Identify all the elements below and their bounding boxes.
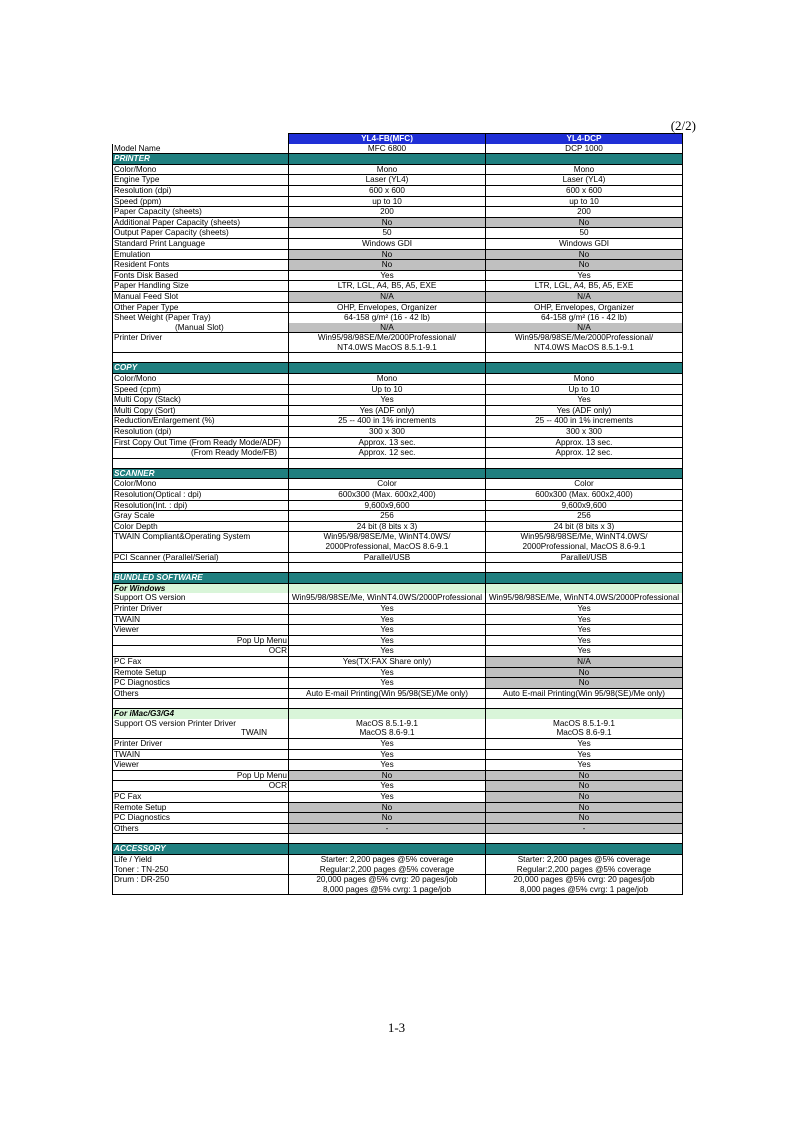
value-dcp: Parallel/USB xyxy=(486,552,683,563)
spec-row-continuation xyxy=(113,343,683,353)
spec-label: Toner : TN-250 xyxy=(113,865,289,875)
spec-label: Additional Paper Capacity (sheets) xyxy=(113,217,289,228)
spec-label: Life / Yield xyxy=(113,855,289,865)
spec-row xyxy=(113,313,683,323)
spec-row xyxy=(113,813,683,824)
section-title: COPY xyxy=(113,363,289,374)
value-dcp: LTR, LGL, A4, B5, A5, EXE xyxy=(486,281,683,292)
spec-label: Fonts Disk Based xyxy=(113,270,289,281)
spec-row xyxy=(113,688,683,699)
spec-label: OCR xyxy=(113,646,289,657)
spec-row xyxy=(113,614,683,625)
value-mfc: Approx. 12 sec. xyxy=(289,448,486,459)
value-dcp: Yes xyxy=(486,749,683,760)
spec-row xyxy=(113,333,683,343)
value-mfc: 24 bit (8 bits x 3) xyxy=(289,521,486,532)
spec-row xyxy=(113,270,683,281)
section-fill xyxy=(289,583,486,593)
spec-row xyxy=(113,875,683,885)
value-mfc: Regular:2,200 pages @5% coverage xyxy=(289,865,486,875)
value-mfc: Parallel/USB xyxy=(289,552,486,563)
section-fill xyxy=(289,709,486,719)
spacer-cell xyxy=(289,834,486,844)
spec-label: Drum : DR-250 xyxy=(113,875,289,885)
column-header-mfc: YL4-FB(MFC) xyxy=(289,134,486,144)
value-mfc: MFC 6800 xyxy=(289,144,486,154)
spec-row xyxy=(113,511,683,522)
spec-row xyxy=(113,667,683,678)
value-dcp: Yes xyxy=(486,760,683,771)
spec-label: (From Ready Mode/FB) xyxy=(113,448,289,459)
value-mfc: Windows GDI xyxy=(289,238,486,249)
value-dcp: OHP, Envelopes, Organizer xyxy=(486,302,683,313)
spec-label: Sheet Weight (Paper Tray) xyxy=(113,313,289,323)
subsection-header-row xyxy=(113,709,683,719)
value-mfc: NT4.0WS MacOS 8.5.1-9.1 xyxy=(289,343,486,353)
value-dcp: Laser (YL4) xyxy=(486,175,683,186)
value-dcp: No xyxy=(486,802,683,813)
section-fill xyxy=(289,573,486,584)
value-mfc: 8,000 pages @5% cvrg: 1 page/job xyxy=(289,885,486,895)
spec-label: Color Depth xyxy=(113,521,289,532)
value-mfc: Win95/98/98SE/Me, WinNT4.0WS/2000Professional xyxy=(289,593,486,603)
spec-row xyxy=(113,437,683,448)
value-dcp: N/A xyxy=(486,291,683,302)
spec-row xyxy=(113,760,683,771)
spec-row xyxy=(113,855,683,865)
spec-label: Resolution (dpi) xyxy=(113,185,289,196)
value-dcp: Yes xyxy=(486,625,683,636)
spacer-cell xyxy=(289,699,486,709)
spec-row xyxy=(113,552,683,563)
value-dcp: 8,000 pages @5% cvrg: 1 page/job xyxy=(486,885,683,895)
footer-page-number: 1-3 xyxy=(387,1020,406,1035)
section-header-row xyxy=(113,363,683,374)
spec-row xyxy=(113,448,683,459)
value-dcp: Win95/98/98SE/Me/2000Professional/ xyxy=(486,333,683,343)
spec-row-continuation xyxy=(113,728,683,738)
spacer-cell xyxy=(486,834,683,844)
section-fill xyxy=(289,363,486,374)
spacer-row xyxy=(113,834,683,844)
value-mfc: - xyxy=(289,823,486,834)
spec-row xyxy=(113,175,683,186)
value-dcp: No xyxy=(486,217,683,228)
section-fill xyxy=(486,468,683,479)
spec-label: PC Diagnostics xyxy=(113,678,289,689)
spec-row xyxy=(113,395,683,406)
value-dcp: 2000Professional, MacOS 8.6-9.1 xyxy=(486,542,683,552)
spec-label: First Copy Out Time (From Ready Mode/ADF) xyxy=(113,437,289,448)
value-mfc: LTR, LGL, A4, B5, A5, EXE xyxy=(289,281,486,292)
value-dcp: Windows GDI xyxy=(486,238,683,249)
value-mfc: MacOS 8.5.1-9.1 xyxy=(289,719,486,729)
spacer-row xyxy=(113,563,683,573)
spec-label: Manual Feed Slot xyxy=(113,291,289,302)
model-name-row xyxy=(113,144,683,154)
spec-label: Remote Setup xyxy=(113,802,289,813)
spec-row xyxy=(113,281,683,292)
value-mfc: 256 xyxy=(289,511,486,522)
value-dcp: Yes xyxy=(486,603,683,614)
value-mfc: Yes xyxy=(289,739,486,750)
section-fill xyxy=(289,468,486,479)
value-mfc: Win95/98/98SE/Me, WinNT4.0WS/ xyxy=(289,532,486,542)
spec-row xyxy=(113,656,683,667)
spec-label: Multi Copy (Sort) xyxy=(113,405,289,416)
spacer-cell xyxy=(113,353,289,363)
value-dcp: N/A xyxy=(486,323,683,333)
value-dcp: No xyxy=(486,770,683,781)
spec-row xyxy=(113,593,683,603)
spec-row xyxy=(113,302,683,313)
section-header-row xyxy=(113,468,683,479)
value-mfc: MacOS 8.6-9.1 xyxy=(289,728,486,738)
value-dcp: Yes xyxy=(486,270,683,281)
spec-label: Remote Setup xyxy=(113,667,289,678)
subsection-title: For Windows xyxy=(113,583,289,593)
value-dcp: 600 x 600 xyxy=(486,185,683,196)
value-mfc: No xyxy=(289,813,486,824)
section-fill xyxy=(486,363,683,374)
spec-label: Reduction/Enlargement (%) xyxy=(113,416,289,427)
value-dcp: NT4.0WS MacOS 8.5.1-9.1 xyxy=(486,343,683,353)
spec-sublabel: TWAIN xyxy=(113,728,289,738)
section-fill xyxy=(486,583,683,593)
spec-label: Speed (ppm) xyxy=(113,196,289,207)
spec-row xyxy=(113,207,683,218)
spec-row xyxy=(113,427,683,438)
spec-label: Others xyxy=(113,823,289,834)
value-mfc: Yes xyxy=(289,614,486,625)
spec-table xyxy=(112,133,683,895)
value-dcp: up to 10 xyxy=(486,196,683,207)
spec-row xyxy=(113,532,683,542)
spec-row xyxy=(113,625,683,636)
value-dcp: - xyxy=(486,823,683,834)
value-dcp: No xyxy=(486,813,683,824)
value-dcp: Win95/98/98SE/Me, WinNT4.0WS/2000Professional xyxy=(486,593,683,603)
value-mfc: No xyxy=(289,249,486,260)
spec-row xyxy=(113,823,683,834)
spec-row xyxy=(113,228,683,239)
value-dcp: 300 x 300 xyxy=(486,427,683,438)
spec-row-continuation xyxy=(113,542,683,552)
value-mfc: No xyxy=(289,217,486,228)
value-dcp: No xyxy=(486,792,683,803)
value-dcp: No xyxy=(486,249,683,260)
spec-sublabel xyxy=(113,885,289,895)
section-header-row xyxy=(113,573,683,584)
value-mfc: Yes xyxy=(289,646,486,657)
value-dcp: MacOS 8.6-9.1 xyxy=(486,728,683,738)
value-dcp: Approx. 13 sec. xyxy=(486,437,683,448)
value-dcp: Yes xyxy=(486,395,683,406)
value-dcp: MacOS 8.5.1-9.1 xyxy=(486,719,683,729)
spec-row xyxy=(113,603,683,614)
value-mfc: No xyxy=(289,802,486,813)
value-mfc: Yes xyxy=(289,395,486,406)
value-mfc: Mono xyxy=(289,374,486,385)
value-mfc: N/A xyxy=(289,323,486,333)
section-fill xyxy=(289,844,486,855)
section-fill xyxy=(486,154,683,165)
spec-sublabel xyxy=(113,542,289,552)
value-dcp: Color xyxy=(486,479,683,490)
column-header-dcp: YL4-DCP xyxy=(486,134,683,144)
value-dcp: Starter: 2,200 pages @5% coverage xyxy=(486,855,683,865)
spec-label: Speed (cpm) xyxy=(113,384,289,395)
value-dcp: No xyxy=(486,667,683,678)
value-dcp: Yes xyxy=(486,614,683,625)
value-dcp: No xyxy=(486,678,683,689)
spec-label: PC Fax xyxy=(113,792,289,803)
spec-label: Printer Driver xyxy=(113,739,289,750)
subsection-header-row xyxy=(113,583,683,593)
spec-row xyxy=(113,196,683,207)
value-dcp: 25 -- 400 in 1% increments xyxy=(486,416,683,427)
spacer-cell xyxy=(486,699,683,709)
value-dcp: 256 xyxy=(486,511,683,522)
spec-row xyxy=(113,865,683,875)
value-dcp: 20,000 pages @5% cvrg: 20 pages/job xyxy=(486,875,683,885)
value-mfc: 2000Professional, MacOS 8.6-9.1 xyxy=(289,542,486,552)
spec-row xyxy=(113,781,683,792)
spec-label: Paper Handling Size xyxy=(113,281,289,292)
value-mfc: 200 xyxy=(289,207,486,218)
value-mfc: 50 xyxy=(289,228,486,239)
spec-row xyxy=(113,479,683,490)
spec-row-continuation xyxy=(113,885,683,895)
spec-row xyxy=(113,374,683,385)
value-mfc: Yes xyxy=(289,760,486,771)
spec-row xyxy=(113,164,683,175)
spec-row xyxy=(113,249,683,260)
spec-label: Printer Driver xyxy=(113,333,289,343)
value-mfc: Laser (YL4) xyxy=(289,175,486,186)
subsection-title: For iMac/G3/G4 xyxy=(113,709,289,719)
value-mfc: 600 x 600 xyxy=(289,185,486,196)
page-number: (2/2) xyxy=(670,118,696,133)
spec-row xyxy=(113,500,683,511)
section-fill xyxy=(486,709,683,719)
value-mfc: Auto E-mail Printing(Win 95/98(SE)/Me only) xyxy=(289,688,486,699)
value-dcp: Mono xyxy=(486,374,683,385)
spacer-cell xyxy=(289,563,486,573)
value-mfc: Yes xyxy=(289,603,486,614)
value-mfc: Up to 10 xyxy=(289,384,486,395)
value-mfc: Yes xyxy=(289,625,486,636)
value-dcp: 600x300 (Max. 600x2,400) xyxy=(486,490,683,501)
spec-label: Gray Scale xyxy=(113,511,289,522)
spec-label: Output Paper Capacity (sheets) xyxy=(113,228,289,239)
spacer-cell xyxy=(486,353,683,363)
value-dcp: 24 bit (8 bits x 3) xyxy=(486,521,683,532)
value-mfc: up to 10 xyxy=(289,196,486,207)
value-dcp: Win95/98/98SE/Me, WinNT4.0WS/ xyxy=(486,532,683,542)
spec-row xyxy=(113,739,683,750)
value-mfc: Win95/98/98SE/Me/2000Professional/ xyxy=(289,333,486,343)
spec-row xyxy=(113,792,683,803)
spacer-cell xyxy=(113,834,289,844)
section-header-row xyxy=(113,154,683,165)
spec-row xyxy=(113,770,683,781)
value-dcp: 50 xyxy=(486,228,683,239)
spec-row xyxy=(113,802,683,813)
header-blank xyxy=(113,134,289,144)
value-mfc: Starter: 2,200 pages @5% coverage xyxy=(289,855,486,865)
value-mfc: No xyxy=(289,260,486,271)
value-dcp: Yes xyxy=(486,739,683,750)
value-mfc: Yes xyxy=(289,270,486,281)
spec-label: Resident Fonts xyxy=(113,260,289,271)
spec-label: Multi Copy (Stack) xyxy=(113,395,289,406)
value-dcp: DCP 1000 xyxy=(486,144,683,154)
section-fill xyxy=(486,844,683,855)
value-mfc: Yes(TX:FAX Share only) xyxy=(289,656,486,667)
spacer-row xyxy=(113,353,683,363)
section-title: PRINTER xyxy=(113,154,289,165)
value-dcp: Approx. 12 sec. xyxy=(486,448,683,459)
spec-row xyxy=(113,635,683,646)
spec-row xyxy=(113,291,683,302)
value-mfc: Color xyxy=(289,479,486,490)
spec-row xyxy=(113,749,683,760)
spec-label: Color/Mono xyxy=(113,479,289,490)
value-dcp: No xyxy=(486,260,683,271)
spec-label: Model Name xyxy=(113,144,289,154)
value-mfc: Yes xyxy=(289,667,486,678)
spacer-row xyxy=(113,699,683,709)
value-mfc: Mono xyxy=(289,164,486,175)
header-row xyxy=(113,134,683,144)
spec-row xyxy=(113,217,683,228)
spec-row xyxy=(113,185,683,196)
spec-label: Printer Driver xyxy=(113,603,289,614)
value-mfc: Yes xyxy=(289,635,486,646)
value-mfc: 64-158 g/m² (16 - 42 lb) xyxy=(289,313,486,323)
spacer-cell xyxy=(486,458,683,468)
value-dcp: Up to 10 xyxy=(486,384,683,395)
spec-row xyxy=(113,719,683,729)
spec-label: TWAIN xyxy=(113,614,289,625)
spec-sublabel: (Manual Slot) xyxy=(113,323,289,333)
spec-row xyxy=(113,678,683,689)
value-dcp: Yes xyxy=(486,635,683,646)
spacer-cell xyxy=(113,458,289,468)
value-dcp: Mono xyxy=(486,164,683,175)
spec-label: TWAIN xyxy=(113,749,289,760)
spec-row-continuation xyxy=(113,323,683,333)
spec-label: Resolution (dpi) xyxy=(113,427,289,438)
spec-row xyxy=(113,521,683,532)
spec-label: Standard Print Language xyxy=(113,238,289,249)
value-mfc: 600x300 (Max. 600x2,400) xyxy=(289,490,486,501)
value-dcp: No xyxy=(486,781,683,792)
spacer-cell xyxy=(113,699,289,709)
spec-sublabel xyxy=(113,343,289,353)
spec-table-body xyxy=(113,134,683,895)
section-header-row xyxy=(113,844,683,855)
section-title: SCANNER xyxy=(113,468,289,479)
spec-label: Pop Up Menu xyxy=(113,635,289,646)
value-mfc: Yes xyxy=(289,678,486,689)
value-mfc: 9,600x9,600 xyxy=(289,500,486,511)
spec-row xyxy=(113,490,683,501)
value-dcp: Yes (ADF only) xyxy=(486,405,683,416)
value-mfc: Yes xyxy=(289,781,486,792)
spacer-cell xyxy=(486,563,683,573)
value-mfc: Approx. 13 sec. xyxy=(289,437,486,448)
section-title: BUNDLED SOFTWARE xyxy=(113,573,289,584)
spec-row xyxy=(113,384,683,395)
value-dcp: Auto E-mail Printing(Win 95/98(SE)/Me only) xyxy=(486,688,683,699)
spec-row xyxy=(113,416,683,427)
value-mfc: 300 x 300 xyxy=(289,427,486,438)
spec-row xyxy=(113,260,683,271)
value-dcp: 64-158 g/m² (16 - 42 lb) xyxy=(486,313,683,323)
spec-label: Support OS version Printer Driver xyxy=(113,719,289,729)
spec-label: Engine Type xyxy=(113,175,289,186)
spec-label: Emulation xyxy=(113,249,289,260)
spec-label: Color/Mono xyxy=(113,164,289,175)
spec-label: Pop Up Menu xyxy=(113,770,289,781)
spacer-cell xyxy=(289,458,486,468)
spec-label: Support OS version xyxy=(113,593,289,603)
spec-label: PCI Scanner (Parallel/Serial) xyxy=(113,552,289,563)
value-dcp: N/A xyxy=(486,656,683,667)
value-mfc: OHP, Envelopes, Organizer xyxy=(289,302,486,313)
value-dcp: 9,600x9,600 xyxy=(486,500,683,511)
spec-label: Viewer xyxy=(113,625,289,636)
value-mfc: Yes xyxy=(289,792,486,803)
value-mfc: N/A xyxy=(289,291,486,302)
value-dcp: Regular:2,200 pages @5% coverage xyxy=(486,865,683,875)
spec-label: OCR xyxy=(113,781,289,792)
section-title: ACCESSORY xyxy=(113,844,289,855)
spacer-cell xyxy=(113,563,289,573)
spec-row xyxy=(113,646,683,657)
spec-label: Color/Mono xyxy=(113,374,289,385)
value-mfc: 20,000 pages @5% cvrg: 20 pages/job xyxy=(289,875,486,885)
value-dcp: 200 xyxy=(486,207,683,218)
spec-row xyxy=(113,405,683,416)
value-mfc: No xyxy=(289,770,486,781)
spec-row xyxy=(113,238,683,249)
spec-label: TWAIN Compliant&Operating System xyxy=(113,532,289,542)
spacer-row xyxy=(113,458,683,468)
spec-label: Paper Capacity (sheets) xyxy=(113,207,289,218)
section-fill xyxy=(486,573,683,584)
value-mfc: Yes (ADF only) xyxy=(289,405,486,416)
spec-label: Other Paper Type xyxy=(113,302,289,313)
spec-label: Resolution(Optical : dpi) xyxy=(113,490,289,501)
value-mfc: Yes xyxy=(289,749,486,760)
spec-label: PC Diagnostics xyxy=(113,813,289,824)
spec-label: PC Fax xyxy=(113,656,289,667)
spec-label: Resolution(Int. : dpi) xyxy=(113,500,289,511)
value-dcp: Yes xyxy=(486,646,683,657)
spec-label: Others xyxy=(113,688,289,699)
value-mfc: 25 -- 400 in 1% increments xyxy=(289,416,486,427)
section-fill xyxy=(289,154,486,165)
spacer-cell xyxy=(289,353,486,363)
spec-label: Viewer xyxy=(113,760,289,771)
